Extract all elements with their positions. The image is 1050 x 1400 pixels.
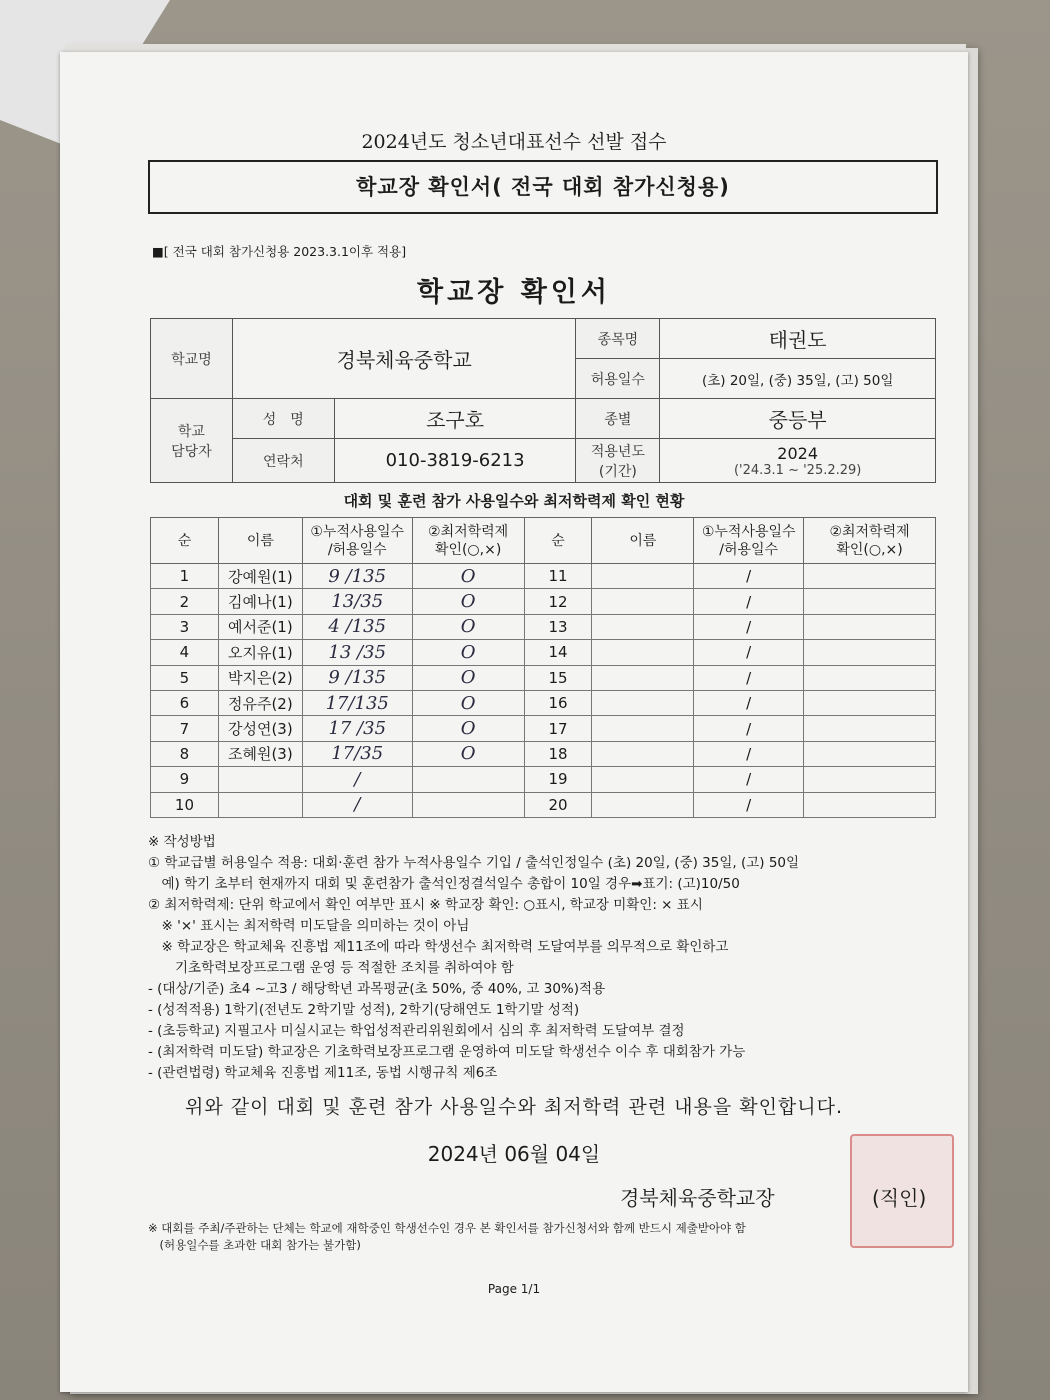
row-check — [804, 767, 936, 792]
row-check: O — [412, 614, 524, 639]
col-days-right — [694, 518, 804, 564]
row-check — [804, 640, 936, 665]
col-academic-right-line1: ②최저학력제 — [829, 523, 910, 540]
row-no: 1 — [151, 564, 219, 589]
footnote-line2: (허용일수를 초과한 대회 참가는 불가함) — [148, 1238, 361, 1252]
row-check: O — [412, 690, 524, 715]
row-name: 박지은(2) — [218, 665, 302, 690]
instruction-line: - (관련법령) 학교체육 진흥법 제11조, 동법 시행규칙 제6조 — [148, 1065, 498, 1081]
row-check: O — [412, 741, 524, 766]
row-days: / — [694, 741, 804, 766]
main-title: 학교장 확인서 — [417, 277, 611, 308]
col-academic-right-line2: 확인(○,×) — [836, 541, 903, 558]
year-value: 2024 — [777, 443, 819, 463]
instruction-line: - (대상/기준) 초4 ~고3 / 해당학년 과목평균(초 50%, 중 40%, 고 30%)적용 — [148, 981, 606, 997]
row-name — [592, 767, 694, 792]
year-value-cell — [660, 439, 936, 483]
row-days: / — [694, 589, 804, 614]
row-check — [804, 690, 936, 715]
row-days: / — [694, 716, 804, 741]
col-days-line2: /허용일수 — [327, 541, 387, 558]
manager-label-line1: 학교 — [177, 423, 205, 440]
table-row — [151, 741, 936, 766]
instruction-line: - (성적적용) 1학기(전년도 2학기말 성적), 2학기(당해연도 1학기말 성적) — [148, 1002, 580, 1018]
year-label-line1: 적용년도 — [590, 443, 645, 460]
row-name — [592, 741, 694, 766]
row-no: 8 — [151, 741, 219, 766]
section-title: 대회 및 훈련 참가 사용일수와 최저학력제 확인 현황 — [343, 492, 685, 510]
sport-label: 종목명 — [576, 319, 660, 359]
manager-label — [151, 399, 233, 483]
row-no: 15 — [524, 665, 592, 690]
row-no: 9 — [151, 767, 219, 792]
col-days-right-line2: /허용일수 — [719, 541, 779, 558]
row-no: 12 — [524, 589, 592, 614]
seal-label: (직인) — [872, 1186, 927, 1210]
row-check — [804, 564, 936, 589]
row-check — [804, 792, 936, 817]
boxed-title — [148, 160, 938, 214]
row-name: 정유주(2) — [218, 690, 302, 715]
school-label: 학교명 — [151, 319, 233, 399]
col-days-right-line1: ①누적사용일수 — [701, 523, 796, 540]
row-check — [804, 716, 936, 741]
class-value: 중등부 — [660, 399, 936, 439]
row-days: / — [694, 767, 804, 792]
confirmation-statement: 위와 같이 대회 및 훈련 참가 사용일수와 최저학력 관련 내용을 확인합니다. — [184, 1096, 844, 1118]
instruction-line: - (최저학력 미도달) 학교장은 기초학력보장프로그램 운영하여 미도달 학생선수 이수 후 대회참가 가능 — [148, 1044, 746, 1060]
row-name — [592, 792, 694, 817]
row-check — [804, 665, 936, 690]
row-days: 4 /135 — [302, 614, 412, 639]
table-row — [151, 614, 936, 639]
row-check: O — [412, 564, 524, 589]
instruction-line: ※ '×' 표시는 최저학력 미도달을 의미하는 것이 아님 — [148, 918, 470, 934]
row-name: 김예나(1) — [218, 589, 302, 614]
instruction-line: 예) 학기 초부터 현재까지 대회 및 훈련참가 출석인정결석일수 총합이 10일 경우➡표기: (고)10/50 — [148, 876, 740, 892]
row-no: 17 — [524, 716, 592, 741]
row-days: 13 /35 — [302, 640, 412, 665]
row-name — [592, 716, 694, 741]
footnote — [148, 1220, 948, 1254]
col-academic — [412, 518, 524, 564]
row-no: 4 — [151, 640, 219, 665]
student-list-body — [151, 564, 936, 818]
row-check — [804, 589, 936, 614]
instruction-line: ① 학교급별 허용일수 적용: 대회·훈련 참가 누적사용일수 기입 / 출석인정일수 (초) 20일, (중) 35일, (고) 50일 — [148, 855, 800, 871]
row-name: 오지유(1) — [218, 640, 302, 665]
writing-instructions — [148, 832, 948, 1084]
table-row — [151, 589, 936, 614]
contact-label: 연락처 — [232, 439, 334, 483]
instruction-line: - (초등학교) 지필고사 미실시교는 학업성적관리위원회에서 심의 후 최저학력 도달여부 결정 — [148, 1023, 685, 1039]
row-no: 16 — [524, 690, 592, 715]
row-name: 강성연(3) — [218, 716, 302, 741]
row-days: 17/35 — [302, 741, 412, 766]
period-value: ('24.3.1 ~ '25.2.29) — [733, 462, 862, 478]
row-days: / — [302, 792, 412, 817]
row-days: / — [694, 564, 804, 589]
row-no: 5 — [151, 665, 219, 690]
top-title: 2024년도 청소년대표선수 선발 접수 — [361, 131, 667, 153]
application-note-tag: ■[ 전국 대회 참가신청용 2023.3.1이후 적용] — [152, 244, 407, 259]
row-name — [218, 767, 302, 792]
row-name — [592, 640, 694, 665]
table-row — [151, 640, 936, 665]
boxed-title-text: 학교장 확인서( 전국 대회 참가신청용) — [356, 175, 730, 199]
col-academic-line2: 확인(○,×) — [434, 541, 502, 558]
table-row — [151, 665, 936, 690]
sport-value: 태권도 — [660, 319, 936, 359]
row-name — [218, 792, 302, 817]
issue-date: 2024년 06월 04일 — [427, 1142, 601, 1166]
instruction-line: ② 최저학력제: 단위 학교에서 확인 여부만 표시 ※ 학교장 확인: ○표시, 학교장 미확인: × 표시 — [148, 897, 703, 913]
row-name — [592, 589, 694, 614]
school-info-table — [150, 318, 936, 483]
row-days: 9 /135 — [302, 564, 412, 589]
col-no: 순 — [151, 518, 219, 564]
col-academic-line1: ②최저학력제 — [428, 523, 509, 540]
student-list-table — [150, 517, 936, 818]
year-label — [576, 439, 660, 483]
allowed-days-value: (초) 20일, (중) 35일, (고) 50일 — [660, 359, 936, 399]
row-days: / — [694, 614, 804, 639]
col-days — [302, 518, 412, 564]
row-days: / — [694, 792, 804, 817]
class-label: 종별 — [576, 399, 660, 439]
row-no: 6 — [151, 690, 219, 715]
row-days: 9 /135 — [302, 665, 412, 690]
name-label: 성 명 — [232, 399, 334, 439]
row-check — [412, 767, 524, 792]
table-row — [151, 767, 936, 792]
col-no-right: 순 — [524, 518, 592, 564]
contact-value: 010-3819-6213 — [334, 439, 576, 483]
footnote-line1: ※ 대회를 주최/주관하는 단체는 학교에 재학중인 학생선수인 경우 본 확인서를 참가신청서와 함께 반드시 제출받아야 함 — [148, 1221, 746, 1235]
row-name: 강예원(1) — [218, 564, 302, 589]
row-name — [592, 614, 694, 639]
row-days: / — [302, 767, 412, 792]
year-label-line2: (기간) — [598, 463, 637, 480]
row-no: 13 — [524, 614, 592, 639]
manager-label-line2: 담당자 — [171, 443, 212, 460]
row-days: 17/135 — [302, 690, 412, 715]
row-no: 14 — [524, 640, 592, 665]
page-number: Page 1/1 — [487, 1282, 541, 1296]
row-check: O — [412, 665, 524, 690]
row-no: 7 — [151, 716, 219, 741]
name-value: 조구호 — [334, 399, 576, 439]
row-no: 11 — [524, 564, 592, 589]
row-no: 3 — [151, 614, 219, 639]
row-no: 19 — [524, 767, 592, 792]
row-no: 18 — [524, 741, 592, 766]
row-days: 17 /35 — [302, 716, 412, 741]
col-days-line1: ①누적사용일수 — [310, 523, 405, 540]
table-row — [151, 690, 936, 715]
table-row — [151, 716, 936, 741]
row-check — [804, 614, 936, 639]
principal-name: 경북체육중학교장 — [620, 1186, 775, 1210]
row-days: / — [694, 640, 804, 665]
col-name-right: 이름 — [592, 518, 694, 564]
row-name: 조혜원(3) — [218, 741, 302, 766]
instruction-line: ※ 학교장은 학교체육 진흥법 제11조에 따라 학생선수 최저학력 도달여부를 의무적으로 확인하고 — [148, 939, 729, 955]
row-no: 20 — [524, 792, 592, 817]
allowed-days-label: 허용일수 — [576, 359, 660, 399]
instruction-line: 기초학력보장프로그램 운영 등 적절한 조치를 취하여야 함 — [148, 960, 514, 976]
row-name: 예서준(1) — [218, 614, 302, 639]
table-row — [151, 792, 936, 817]
document-page — [60, 52, 968, 1392]
col-name: 이름 — [218, 518, 302, 564]
row-name — [592, 690, 694, 715]
col-academic-right — [804, 518, 936, 564]
row-days: / — [694, 690, 804, 715]
row-no: 2 — [151, 589, 219, 614]
row-check: O — [412, 716, 524, 741]
row-no: 10 — [151, 792, 219, 817]
row-check — [412, 792, 524, 817]
instruction-line: ※ 작성방법 — [148, 834, 216, 850]
school-value: 경북체육중학교 — [232, 319, 576, 399]
row-days: / — [694, 665, 804, 690]
table-row — [151, 564, 936, 589]
row-name — [592, 665, 694, 690]
row-days: 13/35 — [302, 589, 412, 614]
row-name — [592, 564, 694, 589]
row-check — [804, 741, 936, 766]
row-check: O — [412, 640, 524, 665]
row-check: O — [412, 589, 524, 614]
